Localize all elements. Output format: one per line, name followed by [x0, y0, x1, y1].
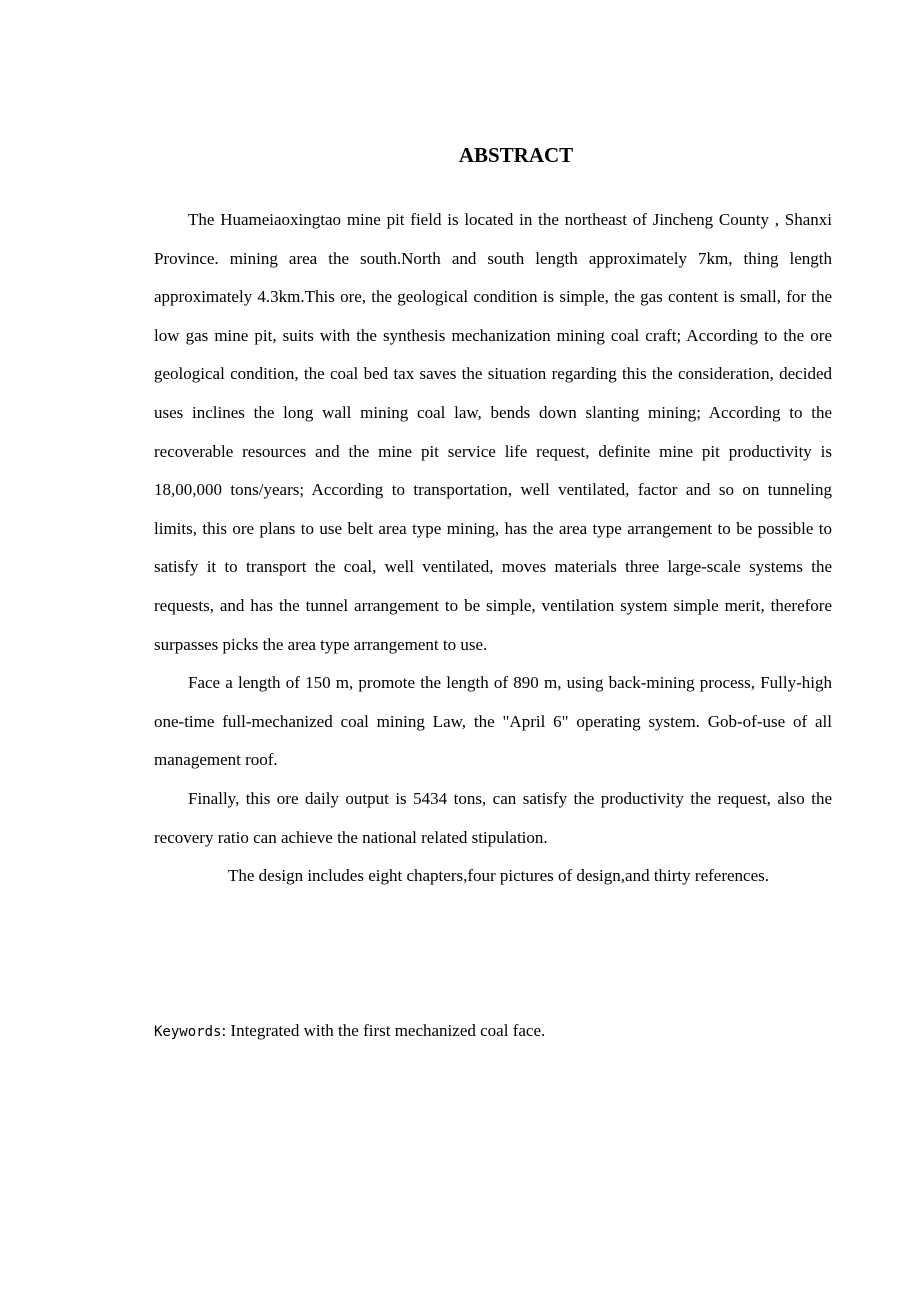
abstract-paragraph-1: The Huameiaoxingtao mine pit field is located in the northeast of Jincheng County , Shanxi Province. mining area the south.North and south length approximately 7km, thing length approximately 4.3km.This ore, the geological condition is simple, the gas content is small, for the low gas mine pit, suits with the synthesis mechanization mining coal craft; According to the ore geological condition, the coal bed tax saves the situation regarding this the consideration, decided uses inclines the long wall mining coal law, bends down slanting mining; According to the recoverable resources and the mine pit service life request, definite mine pit productivity is 18,00,000 tons/years; According to transportation, well ventilated, factor and so on tunneling limits, this ore plans to use belt area type mining, has the area type arrangement to be possible to satisfy it to transport the coal, well ventilated, moves materials three large-scale systems the requests, and has the tunnel arrangement to be simple, ventilation system simple merit, therefore surpasses picks the area type arrangement to use.: [154, 210, 832, 654]
keywords-label: Keywords: [154, 1024, 222, 1040]
keywords-separator: :: [221, 1021, 227, 1040]
design-summary: The design includes eight chapters,four pictures of design,and thirty references.: [228, 866, 769, 886]
abstract-paragraph-3: Finally, this ore daily output is 5434 tons, can satisfy the productivity the request, also the recovery ratio can achieve the national related stipulation.: [154, 788, 832, 847]
keywords-text: Integrated with the first mechanized coal face.: [226, 1021, 546, 1040]
abstract-paragraph-2: Face a length of 150 m, promote the length of 890 m, using back-mining process, Fully-high one-time full-mechanized coal mining Law, the "April 6" operating system. Gob-of-use of all management roof.: [154, 673, 832, 770]
abstract-title: ABSTRACT: [458, 143, 574, 167]
abstract-body: [154, 201, 832, 896]
keywords-line: [154, 1018, 545, 1045]
